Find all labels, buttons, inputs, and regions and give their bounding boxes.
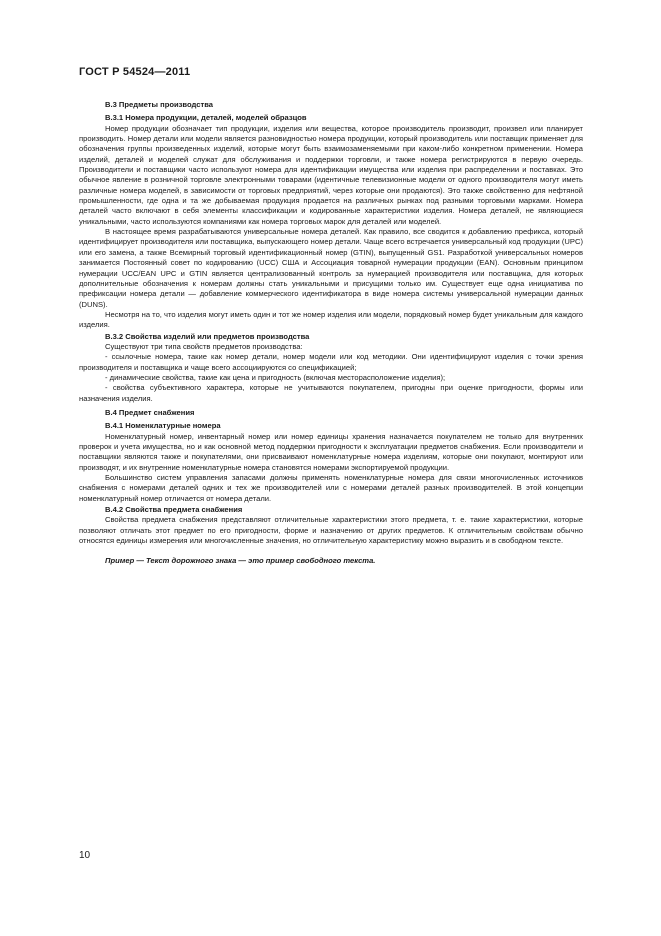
section-heading: В.3 Предметы производства bbox=[105, 100, 213, 109]
list-item: - ссылочные номера, такие как номер детали, номер модели или код методики. Они идентифицируют изделия с точки зрения производителя и поставщика и чаще всего ассоциируются со спецификацией; bbox=[79, 352, 583, 372]
paragraph: В настоящее время разрабатываются универсальные номера деталей. Как правило, все сводится к добавлению префикса, который идентифицирует производителя или поставщика, выпускающего номер детали. Чаще всего встречается универсальный код продукции (UPC) или его замена, а также Всемирный торговый идентификационный номер (GTIN), выпущенный GS1. Разработкой универсальных номеров занимается Постоянный совет по кодированию (UCC) США и Ассоциация товарной нумерации продукции (EAN). Основным принципом нумерации UCC/EAN UPC и GTIN является централизованный контроль за нумерацией производителя или поставщика, для которых дополнительные обозначения к номерам должны стать уникальными и присущими только им. Существует еще одна инициатива по префиксации номера детали — добавление коммерческого идентификатора в виде номера системы универсальной нумерации данных (DUNS). bbox=[79, 227, 583, 309]
list-item: - динамические свойства, такие как цена и пригодность (включая месторасположение изделия); bbox=[105, 372, 446, 382]
section-heading: В.4 Предмет снабжения bbox=[105, 407, 195, 417]
subsection-heading: В.4.1 Номенклатурные номера bbox=[105, 421, 221, 431]
page-number: 10 bbox=[79, 850, 91, 861]
paragraph: Несмотря на то, что изделия могут иметь один и тот же номер изделия или модели, порядковый номер будет уникальным для каждого изделия. bbox=[79, 309, 583, 330]
paragraph: Большинство систем управления запасами должны применять номенклатурные номера для связи многочисленных источников снабжения с номерами деталей одних и тех же производителей или с номерами деталей разных производителей. В этой концепции номенклатурный номер отличается от номера детали. bbox=[79, 473, 583, 503]
document-body bbox=[79, 96, 583, 567]
paragraph: Существуют три типа свойств предметов производства: bbox=[105, 341, 303, 351]
list-item: - свойства субъективного характера, которые не учитываются покупателем, пригодны при оценке пригодности, формы или назначения изделия. bbox=[79, 383, 583, 403]
paragraph: Свойства предмета снабжения представляют отличительные характеристики этого предмета, т. е. такие характеристики, которые позволяют отличать этот предмет по его пригодности, форме и назначению от других предметов. К отличительным свойствам обычно относятся единицы измерения или многочисленные значения, но отличительную характеристику можно выразить и в свободном тексте. bbox=[79, 515, 583, 546]
paragraph: Номер продукции обозначает тип продукции, изделия или вещества, которое производитель производит, произвел или планирует производить. Номер детали или модели является разновидностью номера продукции, который производитель или поставщик применяет для обозначения группы произведенных изделий, которые могут быть взаимозаменяемыми при каком-либо конкретном применении. Номера изделий, деталей и моделей служат для обслуживания и поддержки торговли, и также номера регистрируются в первую очередь. Производители и поставщики часто используют номера для идентификации имущества или изделия при распределении и поставках. Это обычное явление в розничной торговле электронными товарами (идентичные телевизионные модели от одного производителя могут иметь различные номера моделей, в зависимости от торговых предприятий, через которые они продаются). Это также свойственно для нефтяной промышленности, где одна и та же добываемая продукция продается на различных рынках под разными торговыми марками. Номера деталей часто включают в себя элементы классификации и кодированные характеристики изделия. Номера деталей, не являющиеся уникальными, часто используются компаниями как номера торговых марок для деталей или моделей. bbox=[79, 123, 583, 226]
paragraph: Номенклатурный номер, инвентарный номер или номер единицы хранения назначается покупателем не только для внутренних проверок и учета имущества, но и как основной метод поддержки пригодности к эксплуатации предметов снабжения. Если производители и поставщики являются также и покупателями, они присваивают номенклатурные номера изделиям, которые они покупают, монтируют или производят, и их внутренние номенклатурные номера становятся номерами экспортируемой продукции. bbox=[79, 431, 583, 472]
subsection-heading: В.3.2 Свойства изделий или предметов производства bbox=[105, 331, 310, 341]
document-header: ГОСТ Р 54524—2011 bbox=[79, 66, 191, 78]
subsection-heading: В.4.2 Свойства предмета снабжения bbox=[105, 505, 243, 515]
example-note: Пример — Текст дорожного знака — это пример свободного текста. bbox=[105, 556, 376, 566]
subsection-heading: В.3.1 Номера продукции, деталей, моделей образцов bbox=[105, 113, 307, 123]
